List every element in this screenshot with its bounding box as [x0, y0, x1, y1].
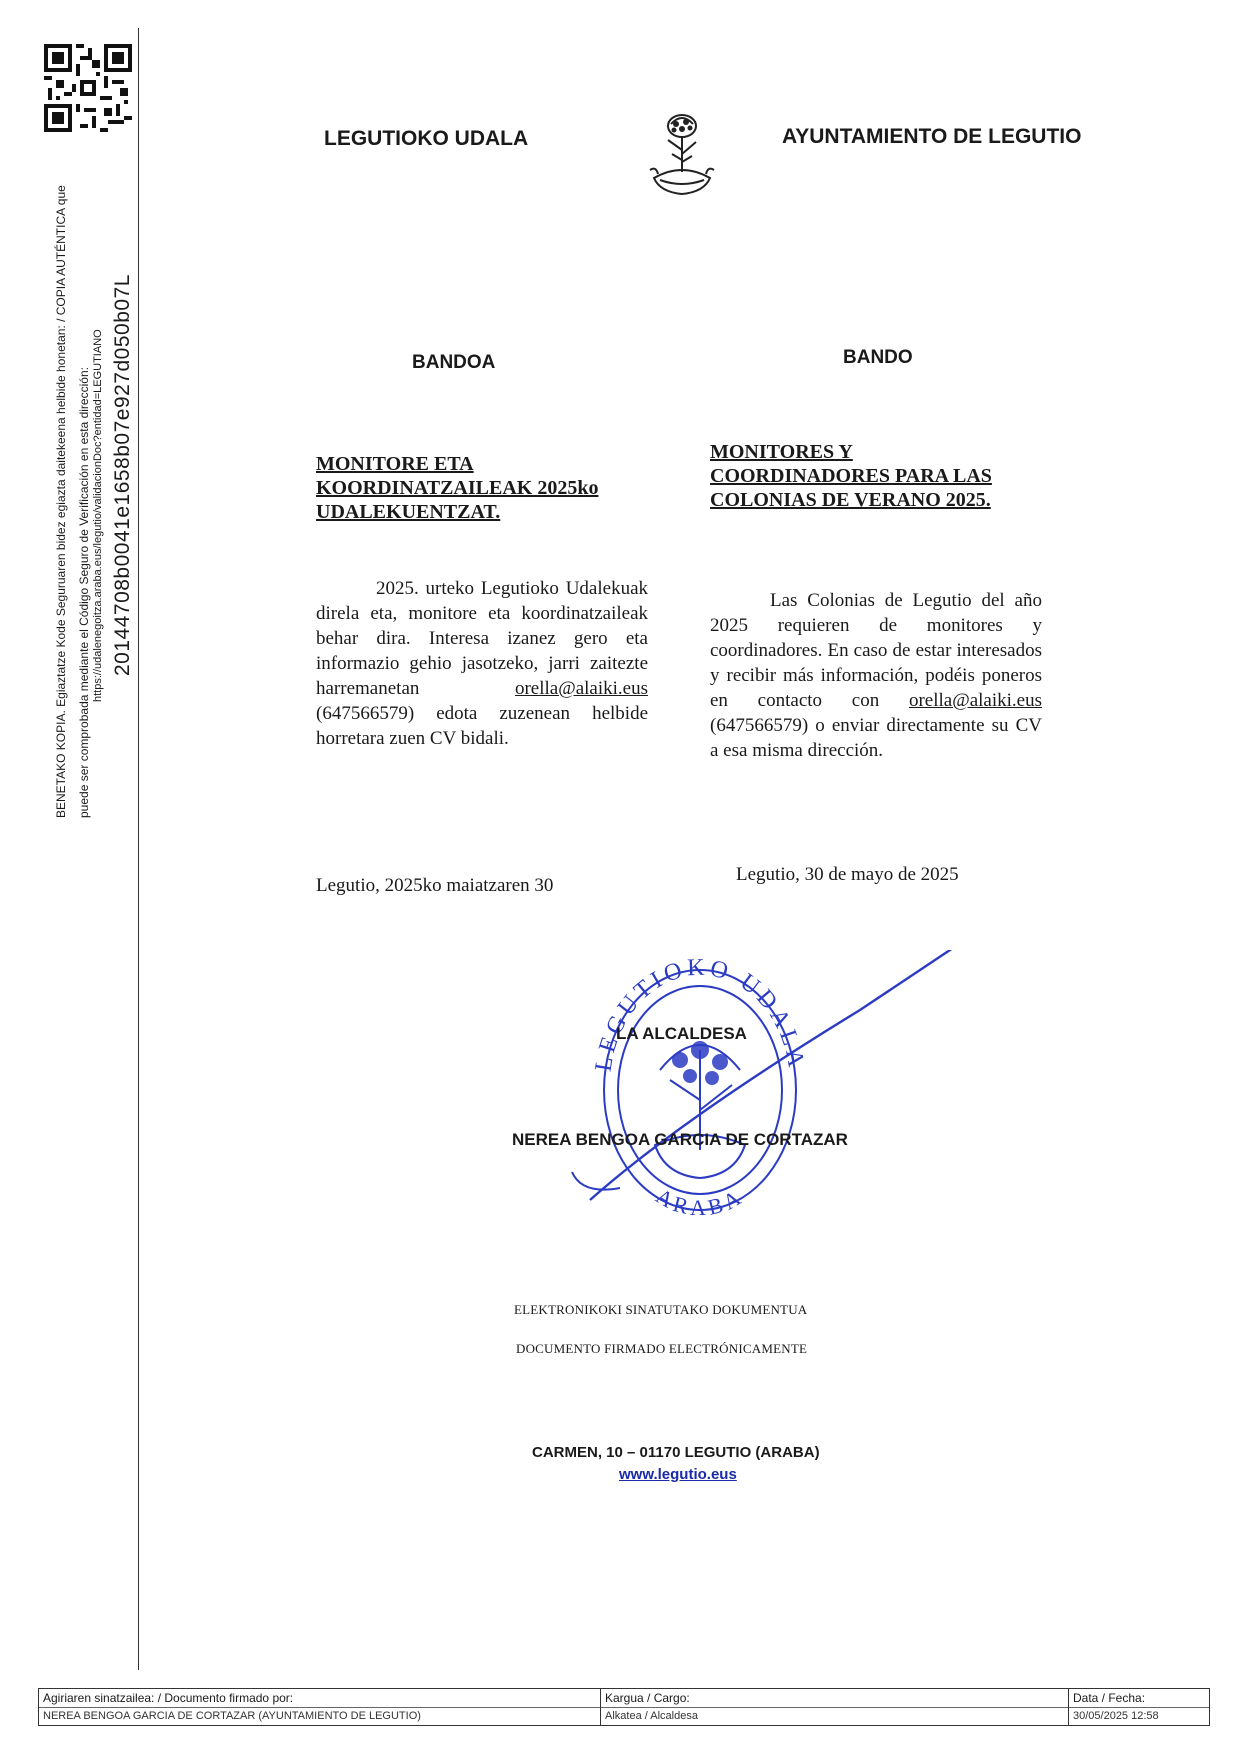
electronic-note-es: DOCUMENTO FIRMADO ELECTRÓNICAMENTE — [516, 1341, 808, 1356]
date-value: 30/05/2025 12:58 — [1073, 1710, 1159, 1722]
title-line: COORDINADORES PARA LAS — [710, 465, 992, 487]
header-left-title: LEGUTIOKO UDALA — [324, 127, 529, 150]
position-value: Alkatea / Alcaldesa — [605, 1710, 698, 1722]
position-label: Kargua / Cargo: — [605, 1691, 690, 1705]
verification-code: 20144708b0041e1658b07e927d050b07L — [111, 274, 134, 676]
website-link[interactable]: www.legutio.eus — [619, 1466, 737, 1483]
date-cell — [1068, 1689, 1209, 1725]
verification-url: https://udalenegoitza.araba.eus/legutio/validacionDoc?entidad=LEGUTIANO — [92, 329, 104, 702]
signer-label: Agiriaren sinatzailea: / Documento firmado por: — [43, 1691, 294, 1705]
title-line: UDALEKUENTZAT. — [316, 501, 501, 523]
right-column-date: Legutio, 30 de mayo de 2025 — [736, 864, 959, 885]
svg-text:ARABA — [652, 1183, 748, 1220]
signer-value: NEREA BENGOA GARCIA DE CORTAZAR (AYUNTAMIENTO DE LEGUTIO) — [43, 1710, 421, 1722]
body-text: (647566579) edota zuzenean helbide horretara zuen CV bidali. — [316, 703, 648, 749]
left-column-title — [316, 452, 598, 524]
margin-divider — [138, 28, 139, 1670]
signatory-role: LA ALCALDESA — [616, 1024, 747, 1043]
signatory-name: NEREA BENGOA GARCIA DE CORTAZAR — [512, 1130, 848, 1149]
left-column-date: Legutio, 2025ko maiatzaren 30 — [316, 875, 554, 896]
title-line: KOORDINATZAILEAK 2025ko — [316, 477, 599, 499]
right-column-heading: BANDO — [843, 347, 913, 368]
qr-code — [44, 44, 132, 132]
stamp-top-text: LEGUTIOKO UDALA — [590, 954, 810, 1074]
header-right-title: AYUNTAMIENTO DE LEGUTIO — [782, 125, 1082, 148]
right-column-body — [710, 588, 1042, 763]
title-line: MONITORES Y — [710, 441, 853, 463]
body-text: (647566579) o enviar directamente su CV a esa misma dirección. — [710, 715, 1042, 761]
municipal-address: CARMEN, 10 – 01170 LEGUTIO (ARABA) — [532, 1444, 820, 1461]
verification-text-line-1: BENETAKO KOPIA. Egiaztatze Kode Seguruaren bidez egiazta daitekeena helbide honetan: / COPIA AUTÉNTICA que — [54, 185, 68, 818]
electronic-note-eu: ELEKTRONIKOKI SINATUTAKO DOKUMENTUA — [514, 1302, 808, 1317]
title-line: COLONIAS DE VERANO 2025. — [710, 489, 991, 511]
contact-email-link[interactable]: orella@alaiki.eus — [908, 690, 1042, 711]
left-column-body — [316, 576, 648, 751]
right-column-title — [710, 440, 992, 512]
position-cell — [600, 1689, 1069, 1725]
body-text: Las Colonias de Legutio del año 2025 requieren de monitores y coordinadores. En caso de estar interesados y recibir más información, podéis poneros en contacto con — [710, 590, 1042, 711]
date-label: Data / Fecha: — [1073, 1691, 1146, 1705]
official-stamp — [560, 950, 980, 1250]
left-column-heading: BANDOA — [412, 352, 496, 373]
stamp-bottom-text: ARABA — [651, 1183, 749, 1221]
title-line: MONITORE ETA — [316, 453, 474, 475]
contact-email-link[interactable]: orella@alaiki.eus — [514, 678, 648, 699]
municipal-crest-icon — [644, 110, 720, 198]
body-text: 2025. urteko Legutioko Udalekuak direla eta, monitore eta koordinatzaileak behar dira. Interesa izanez gero eta informazio gehio jasotzeko, jarri zaitezte harremanetan — [316, 578, 648, 699]
signature-details-table — [38, 1688, 1210, 1726]
verification-text-line-2: puede ser comprobada mediante el Código Seguro de Verificación en esta dirección: — [77, 367, 91, 818]
